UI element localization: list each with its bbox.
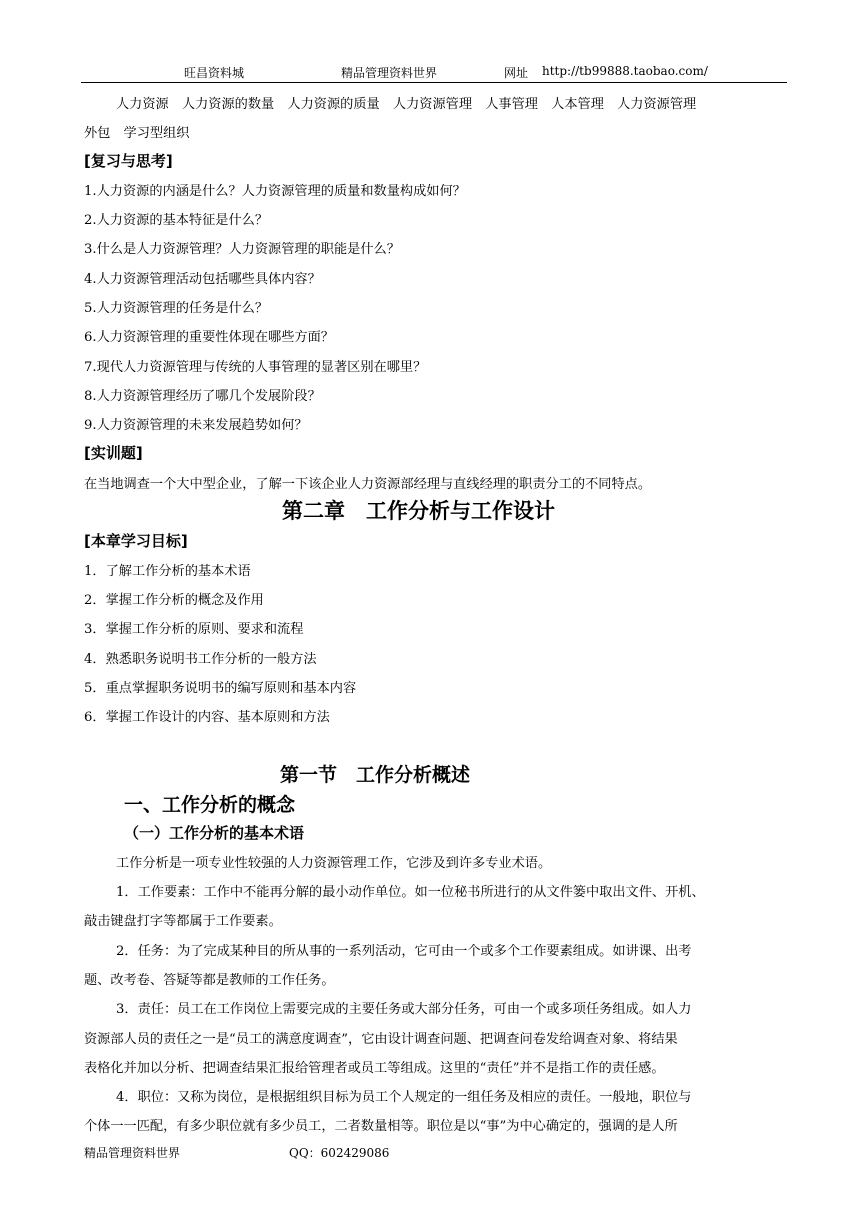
paragraph-line: 工作分析是一项专业性较强的人力资源管理工作，它涉及到许多专业术语。 <box>116 856 552 871</box>
paragraph-line: 4．职位：又称为岗位，是根据组织目标为员工个人规定的一组任务及相应的责任。一般地，职位与 <box>116 1090 692 1105</box>
list-item: 6.人力资源管理的重要性体现在哪些方面？ <box>84 330 334 345</box>
review-heading: [复习与思考] <box>84 152 173 170</box>
subsubsection-title: （一）工作分析的基本术语 <box>124 824 305 842</box>
header-site-name: 旺昌资料城 <box>184 66 245 80</box>
paragraph-line: 1．工作要素：工作中不能再分解的最小动作单位。如一位秘书所进行的从文件篓中取出文件、开机、 <box>116 885 705 900</box>
paragraph-line: 3．责任：员工在工作岗位上需要完成的主要任务或大部分任务，可由一个或多项任务组成。如人力 <box>116 1002 692 1017</box>
header-url-label: 网址 <box>504 66 529 80</box>
keywords-line-1: 人力资源 人力资源的数量 人力资源的质量 人力资源管理 人事管理 人本管理 人力资源管理 <box>116 97 697 112</box>
list-item: 5．重点掌握职务说明书的编写原则和基本内容 <box>84 681 357 696</box>
section-title: 第一节 工作分析概述 <box>280 764 471 786</box>
header-url-link[interactable]: http://tb99888.taobao.com/ <box>542 64 708 78</box>
list-item: 8.人力资源管理经历了哪几个发展阶段？ <box>84 389 321 404</box>
header-center-title: 精品管理资料世界 <box>341 66 438 80</box>
paragraph-line: 2．任务：为了完成某种目的所从事的一系列活动，它可由一个或多个工作要素组成。如讲课、出考 <box>116 944 692 959</box>
list-item: 1．了解工作分析的基本术语 <box>84 564 251 579</box>
paragraph-line: 个体一一匹配，有多少职位就有多少员工，二者数量相等。职位是以“事”为中心确定的，强调的是人所 <box>84 1119 678 1134</box>
list-item: 2．掌握工作分析的概念及作用 <box>84 593 264 608</box>
list-item: 3．掌握工作分析的原则、要求和流程 <box>84 622 304 637</box>
list-item: 7.现代人力资源管理与传统的人事管理的显著区别在哪里？ <box>84 360 427 375</box>
practice-text: 在当地调查一个大中型企业，了解一下该企业人力资源部经理与直线经理的职责分工的不同特点。 <box>84 477 652 492</box>
list-item: 4．熟悉职务说明书工作分析的一般方法 <box>84 652 317 667</box>
list-item: 5.人力资源管理的任务是什么？ <box>84 301 269 316</box>
paragraph-line: 敲击键盘打字等都属于工作要素。 <box>84 914 282 929</box>
footer-site-name: 精品管理资料世界 <box>84 1146 181 1160</box>
paragraph-line: 题、改考卷、答疑等都是教师的工作任务。 <box>84 973 335 988</box>
paragraph-line: 资源部人员的责任之一是“员工的满意度调查”，它由设计调查问题、把调查问卷发给调查对象、将结果 <box>84 1032 678 1047</box>
list-item: 3.什么是人力资源管理？人力资源管理的职能是什么？ <box>84 242 400 257</box>
objectives-heading: [本章学习目标] <box>84 532 188 550</box>
list-item: 6．掌握工作设计的内容、基本原则和方法 <box>84 710 330 725</box>
list-item: 4.人力资源管理活动包括哪些具体内容？ <box>84 272 321 287</box>
header-divider <box>81 82 787 83</box>
list-item: 2.人力资源的基本特征是什么？ <box>84 213 269 228</box>
chapter-title: 第二章 工作分析与工作设计 <box>282 499 555 523</box>
list-item: 9.人力资源管理的未来发展趋势如何？ <box>84 418 308 433</box>
footer-qq: QQ：602429086 <box>289 1146 390 1160</box>
practice-heading: [实训题] <box>84 444 143 462</box>
list-item: 1.人力资源的内涵是什么？人力资源管理的质量和数量构成如何？ <box>84 184 466 199</box>
keywords-line-2: 外包 学习型组织 <box>84 126 190 141</box>
paragraph-line: 表格化并加以分析、把调查结果汇报给管理者或员工等组成。这里的“责任”并不是指工作的责任感。 <box>84 1061 665 1076</box>
subsection-title: 一、工作分析的概念 <box>124 794 296 816</box>
